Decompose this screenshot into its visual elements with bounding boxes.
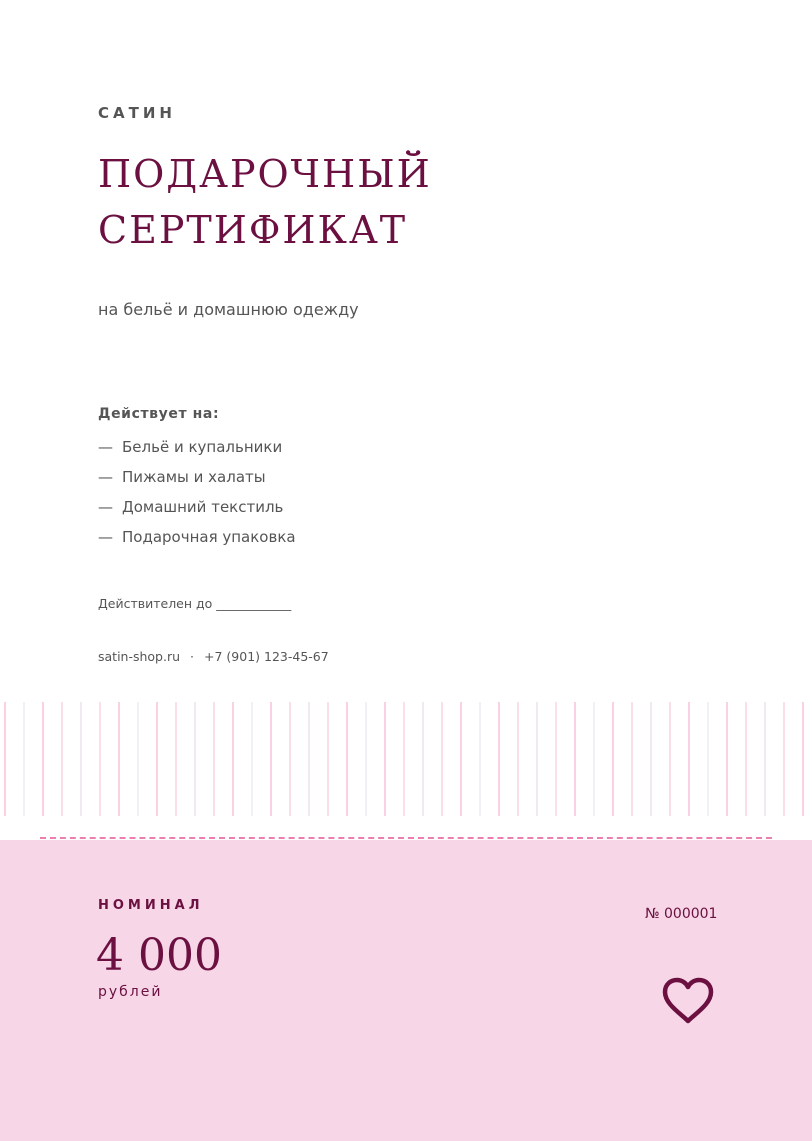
list-item: [98, 526, 296, 556]
list-item-label: Бельё и купальники: [122, 438, 283, 456]
list-item-label: Домашний текстиль: [122, 498, 284, 516]
tear-line: [40, 837, 772, 839]
list-dash: —: [98, 468, 113, 486]
phone-number: +7 (901) 123-45-67: [204, 649, 329, 664]
list-dash: —: [98, 528, 113, 546]
list-dash: —: [98, 498, 113, 516]
decorative-stripes: [0, 702, 812, 816]
currency-label: рублей: [98, 984, 163, 1000]
valid-on-list: [98, 436, 296, 556]
list-item: [98, 436, 296, 466]
heart-icon: [661, 976, 715, 1026]
title-line-1: ПОДАРОЧНЫЙ: [98, 152, 432, 196]
contacts-line: [98, 649, 329, 664]
title-line-2: СЕРТИФИКАТ: [98, 208, 408, 252]
website-link[interactable]: satin-shop.ru: [98, 649, 181, 664]
brand-name: САТИН: [98, 104, 176, 122]
list-dash: —: [98, 438, 113, 456]
certificate-title: [98, 146, 432, 258]
nominal-label: НОМИНАЛ: [98, 898, 204, 913]
contacts-separator: ·: [190, 649, 195, 664]
valid-on-label: Действует на:: [98, 406, 220, 422]
list-item-label: Пижамы и халаты: [122, 468, 266, 486]
certificate-subtitle: на бельё и домашнюю одежду: [98, 300, 359, 319]
valid-until-field: Действителен до ____________: [98, 596, 292, 611]
list-item-label: Подарочная упаковка: [122, 528, 296, 546]
list-item: [98, 496, 296, 526]
certificate-number: № 000001: [645, 906, 718, 922]
nominal-amount: 4 000: [96, 930, 222, 981]
list-item: [98, 466, 296, 496]
